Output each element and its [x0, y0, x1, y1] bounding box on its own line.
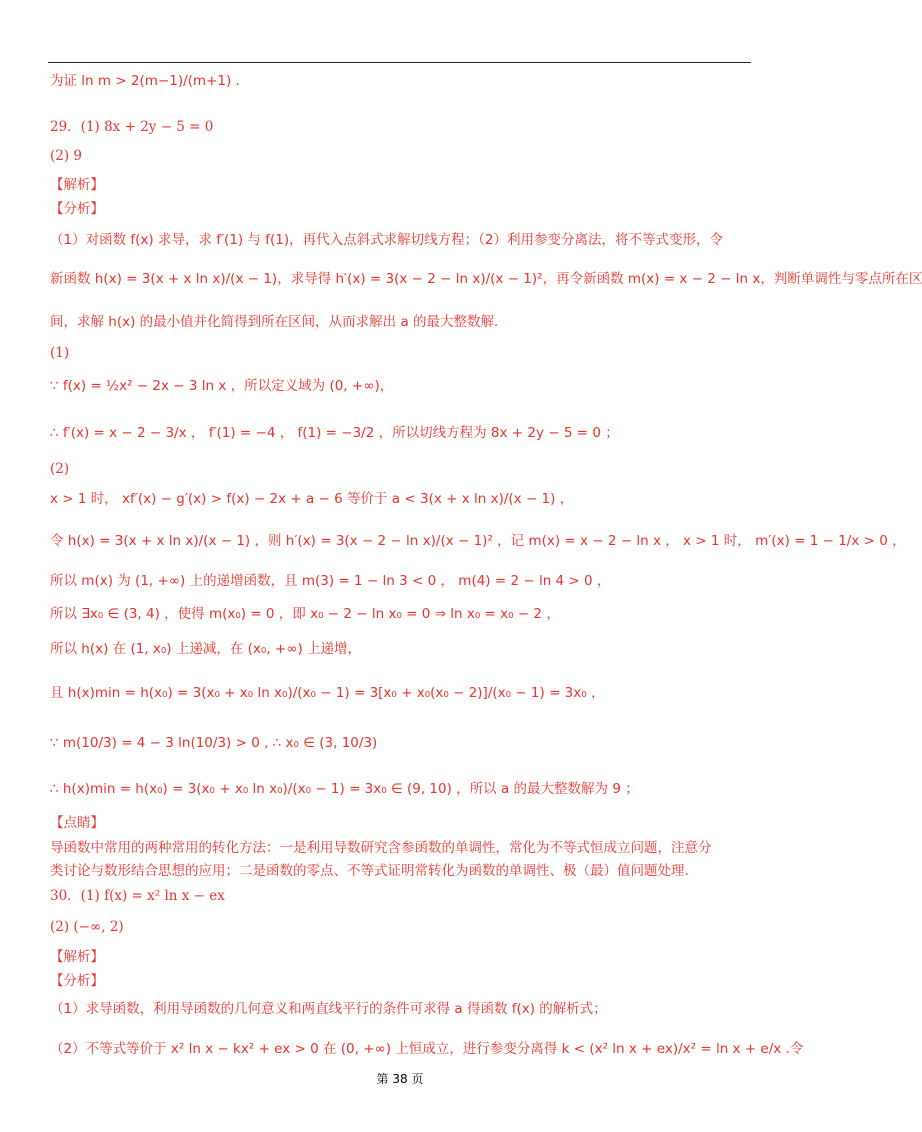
text-line: 为证 ln m > 2(m−1)/(m+1) .	[50, 73, 240, 89]
text-line: (1)	[50, 345, 70, 361]
text-line: 29．(1) 8x + 2y − 5 = 0	[50, 119, 214, 135]
text-line: x > 1 时， xf′(x) − g′(x) > f(x) − 2x + a − 6 等价于 a < 3(x + x ln x)/(x − 1) ，	[50, 491, 574, 507]
text-line: 类讨论与数形结合思想的应用；二是函数的零点、不等式证明常转化为函数的单调性、极（最）值问题处理.	[50, 863, 689, 879]
text-line: (2) 9	[50, 148, 83, 164]
page-number: 第 38 页	[376, 1072, 424, 1086]
text-line: 且 h(x)min = h(x₀) = 3(x₀ + x₀ ln x₀)/(x₀ − 1) = 3[x₀ + x₀(x₀ − 2)]/(x₀ − 1) = 3x₀ ，	[50, 685, 605, 701]
text-line: 间，求解 h(x) 的最小值并化简得到所在区间，从而求解出 a 的最大整数解.	[50, 314, 499, 330]
text-line: (2)	[50, 461, 70, 477]
text-line: （2）不等式等价于 x² ln x − kx² + ex > 0 在 (0, +∞) 上恒成立，进行参变分离得 k < (x² ln x + ex)/x² = ln x + e/x .令	[50, 1041, 804, 1057]
text-line: 所以 ∃x₀ ∈ (3, 4) ，使得 m(x₀) = 0 ，即 x₀ − 2 − ln x₀ = 0 ⇒ ln x₀ = x₀ − 2 ，	[50, 606, 560, 622]
text-line: 【分析】	[50, 973, 104, 989]
text-line: ∴ h(x)min = h(x₀) = 3(x₀ + x₀ ln x₀)/(x₀ − 1) = 3x₀ ∈ (9, 10) ，所以 a 的最大整数解为 9 ；	[50, 781, 639, 797]
text-line: 【解析】	[50, 177, 104, 193]
text-line: 所以 h(x) 在 (1, x₀) 上递减，在 (x₀, +∞) 上递增，	[50, 641, 362, 657]
header-rule	[48, 62, 751, 63]
text-line: 令 h(x) = 3(x + x ln x)/(x − 1) ，则 h′(x) = 3(x − 2 − ln x)/(x − 1)² ，记 m(x) = x − 2 − ln x ， x > 1 时， m′(x) = 1 − 1/x > 0 ，	[50, 533, 906, 549]
text-line: （1）对函数 f(x) 求导，求 f′(1) 与 f(1)，再代入点斜式求解切线方程；（2）利用参变分离法，将不等式变形，令	[50, 232, 723, 248]
text-line: ∴ f′(x) = x − 2 − 3/x ， f′(1) = −4 ， f(1) = −3/2 ，所以切线方程为 8x + 2y − 5 = 0 ；	[50, 425, 619, 441]
text-line: 【点睛】	[50, 815, 104, 831]
text-line: 【分析】	[50, 201, 104, 217]
text-line: 30．(1) f(x) = x² ln x − ex	[50, 888, 225, 904]
text-line: ∵ f(x) = ½x² − 2x − 3 ln x ，所以定义域为 (0, +∞)，	[50, 378, 394, 394]
text-line: （1）求导函数，利用导函数的几何意义和两直线平行的条件可求得 a 得函数 f(x) 的解析式；	[50, 1001, 607, 1017]
text-line: 导函数中常用的两种常用的转化方法：一是利用导数研究含参函数的单调性，常化为不等式恒成立问题，注意分	[50, 840, 712, 856]
text-line: 新函数 h(x) = 3(x + x ln x)/(x − 1)，求导得 h′(x) = 3(x − 2 − ln x)/(x − 1)²，再令新函数 m(x) = x − 2 − ln x，判断单调性与零点所在区	[50, 271, 922, 287]
text-line: ∵ m(10/3) = 4 − 3 ln(10/3) > 0 , ∴ x₀ ∈ (3, 10/3)	[50, 735, 378, 751]
text-line: 所以 m(x) 为 (1, +∞) 上的递增函数，且 m(3) = 1 − ln 3 < 0 ， m(4) = 2 − ln 4 > 0 ，	[50, 573, 611, 589]
text-line: 【解析】	[50, 949, 104, 965]
text-line: (2) (−∞, 2)	[50, 919, 124, 935]
